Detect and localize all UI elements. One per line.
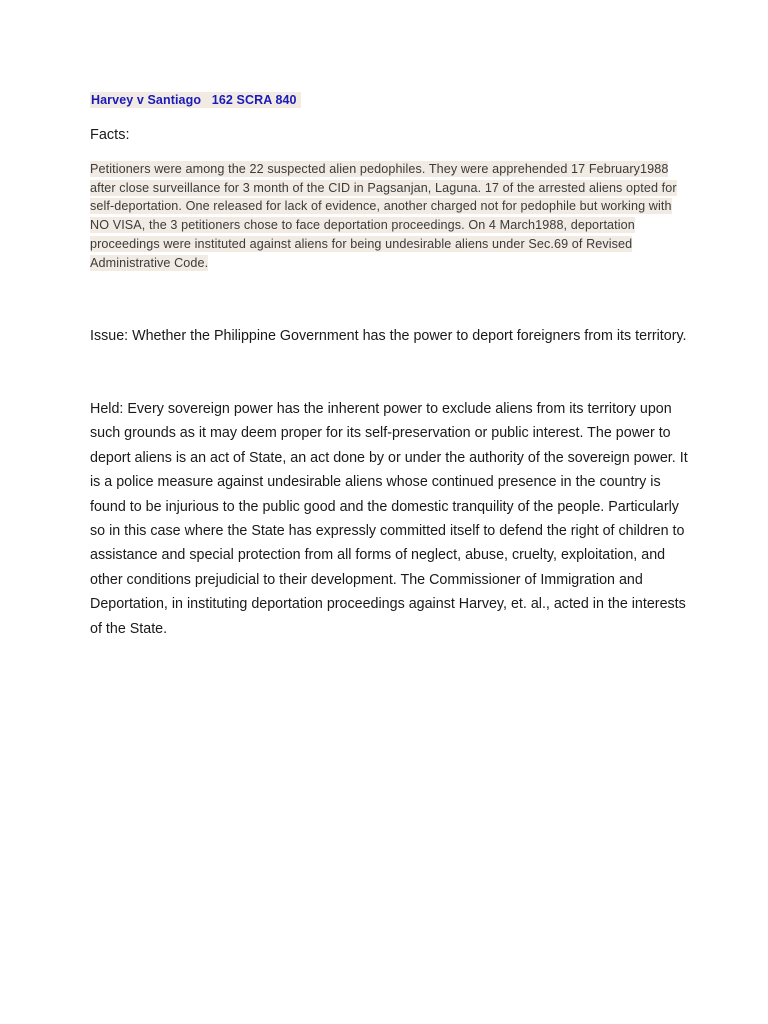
- case-title: [90, 91, 301, 109]
- case-title-text: Harvey v Santiago 162 SCRA 840: [90, 92, 301, 108]
- facts-label: Facts:: [90, 127, 130, 143]
- facts-paragraph: [90, 160, 690, 272]
- facts-text: Petitioners were among the 22 suspected alien pedophiles. They were apprehended 17 February1988 after close surveillance for 3 month of the CID in Pagsanjan, Laguna. 17 of the arrested aliens opted for self-deportation. One released for lack of evidence, another charged not for pedophile but working with NO VISA, the 3 petitioners chose to face deportation proceedings. On 4 March1988, deportation proceedings were instituted against aliens for being undesirable aliens under Sec.69 of Revised Administrative Code.: [90, 162, 677, 270]
- issue-paragraph: Issue: Whether the Philippine Government has the power to deport foreigners from its territory.: [90, 328, 687, 344]
- held-paragraph: Held: Every sovereign power has the inherent power to exclude aliens from its territory upon such grounds as it may deem proper for its self-preservation or public interest. The power to deport aliens is an act of State, an act done by or under the authority of the sovereign power. It is a police measure against undesirable aliens whose continued presence in the country is found to be injurious to the public good and the domestic tranquility of the people. Particularly so in this case where the State has expressly committed itself to defend the right of children to assistance and special protection from all forms of neglect, abuse, cruelty, exploitation, and other conditions prejudicial to their development. The Commissioner of Immigration and Deportation, in instituting deportation proceedings against Harvey, et. al., acted in the interests of the State.: [90, 401, 688, 637]
